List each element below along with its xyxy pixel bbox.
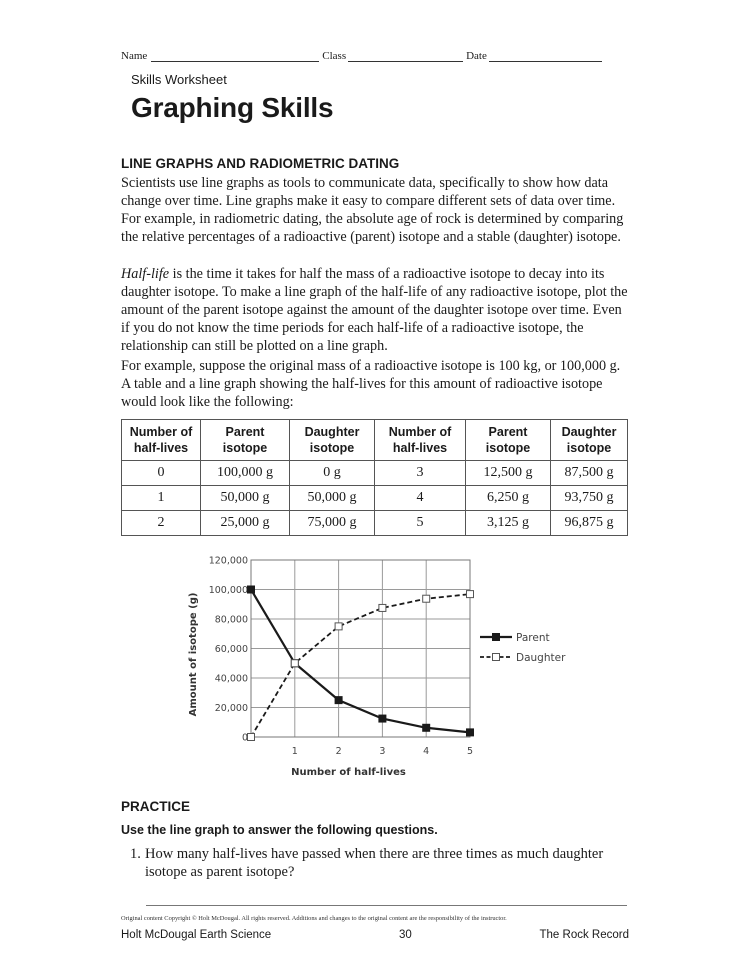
table-cell: 93,750 g [551, 486, 628, 511]
legend-marker-daughter [493, 654, 500, 661]
header-cell: Parent isotope [201, 420, 290, 461]
x-axis-label: Number of half-lives [291, 767, 406, 778]
half-life-definition: is the time it takes for half the mass of a radioactive isotope to decay into its daughter isotope. To make a line graph of the half-life of any radioactive isotope, plot the amount of the parent isotope against the amount of the daughter isotope over time. Even if you do not know the time periods for each half-life of a radioactive isotope, the relationship can still be plotted on a line graph. [121, 266, 628, 354]
x-tick-label: 2 [335, 746, 342, 757]
x-tick-label: 5 [466, 746, 474, 757]
data-point-parent [379, 715, 386, 722]
data-point-daughter [248, 734, 255, 741]
table-cell: 2 [122, 511, 201, 536]
table-cell: 50,000 g [201, 486, 290, 511]
date-blank[interactable] [489, 50, 602, 62]
table-row [122, 461, 628, 486]
y-tick-label: 80,000 [214, 614, 248, 626]
page-footer [121, 929, 629, 941]
question-item [130, 845, 635, 881]
y-tick-label: 20,000 [214, 703, 248, 714]
series-line-daughter [251, 594, 470, 737]
class-label: Class [322, 50, 347, 62]
table-cell: 96,875 g [551, 511, 628, 536]
footer-chapter-title: The Rock Record [539, 929, 629, 941]
data-point-daughter [423, 595, 430, 602]
date-label: Date [466, 50, 487, 62]
x-tick-label: 3 [379, 746, 386, 757]
data-point-parent [248, 586, 255, 593]
table-cell: 4 [375, 486, 466, 511]
data-point-daughter [291, 660, 298, 667]
table-cell: 12,500 g [466, 461, 551, 486]
footer-book-title: Holt McDougal Earth Science [121, 929, 272, 941]
name-label: Name [121, 50, 148, 62]
header-cell: Daughter isotope [551, 420, 628, 461]
y-axis-label: Amount of isotope (g) [188, 592, 199, 717]
data-point-parent [335, 697, 342, 704]
worksheet-kicker: Skills Worksheet [131, 72, 227, 87]
name-blank[interactable] [151, 50, 319, 62]
table-header-row [122, 420, 628, 461]
student-info-line [121, 50, 627, 62]
header-cell: Number of half-lives [122, 420, 201, 461]
header-cell: Number of half-lives [375, 420, 466, 461]
table-cell: 5 [375, 511, 466, 536]
section-heading: LINE GRAPHS AND RADIOMETRIC DATING [121, 156, 400, 171]
legend-label-daughter: Daughter [516, 652, 566, 664]
table-cell: 75,000 g [290, 511, 375, 536]
answer-line[interactable] [146, 905, 627, 906]
table-row [122, 511, 628, 536]
data-point-daughter [467, 591, 474, 598]
half-life-term: Half-life [121, 266, 170, 282]
y-tick-label: 120,000 [208, 555, 248, 567]
half-life-line-chart [180, 548, 600, 783]
x-tick-label: 4 [423, 746, 430, 757]
table-cell: 0 [122, 461, 201, 486]
intro-paragraph: Scientists use line graphs as tools to communicate data, specifically to show how data change over time. Line graphs make it easy to compare different sets of data over time. For example, in radiometric dating, the absolute age of rock is determined by comparing the relative percentages of a radioactive (parent) isotope and a stable (daughter) isotope. [121, 175, 624, 245]
x-tick-label: 1 [291, 746, 298, 757]
half-life-table [121, 419, 628, 536]
header-cell: Daughter isotope [290, 420, 375, 461]
class-blank[interactable] [348, 50, 463, 62]
series-line-parent [251, 590, 470, 733]
table-cell: 3,125 g [466, 511, 551, 536]
half-life-paragraph [121, 265, 631, 355]
y-tick-label: 100,000 [208, 585, 248, 596]
table-row [122, 486, 628, 511]
data-point-parent [467, 729, 474, 736]
page-title: Graphing Skills [131, 92, 334, 123]
copyright-notice: Original content Copyright © Holt McDougal. All rights reserved. Additions and changes to the original content are the responsibility of the instructor. [121, 915, 507, 922]
table-cell: 0 g [290, 461, 375, 486]
example-paragraph: For example, suppose the original mass of a radioactive isotope is 100 kg, or 100,000 g. A table and a line graph showing the half-lives for this amount of radioactive isotope would look like the following: [121, 358, 621, 410]
y-tick-label: 0 [241, 732, 248, 744]
table-cell: 25,000 g [201, 511, 290, 536]
data-point-daughter [335, 623, 342, 630]
header-cell: Parent isotope [466, 420, 551, 461]
practice-heading: PRACTICE [121, 799, 191, 814]
table-cell: 1 [122, 486, 201, 511]
table-cell: 3 [375, 461, 466, 486]
y-tick-label: 40,000 [214, 673, 248, 685]
table-cell: 6,250 g [466, 486, 551, 511]
page-number: 30 [398, 929, 412, 941]
data-point-daughter [379, 604, 386, 611]
y-tick-label: 60,000 [214, 644, 248, 655]
question-text: How many half-lives have passed when there are three times as much daughter isotope as parent isotope? [145, 846, 604, 880]
data-point-parent [423, 724, 430, 731]
legend-label-parent: Parent [516, 632, 550, 644]
table-cell: 50,000 g [290, 486, 375, 511]
table-cell: 100,000 g [201, 461, 290, 486]
table-cell: 87,500 g [551, 461, 628, 486]
question-number: 1. [130, 846, 141, 862]
legend-marker-parent [493, 634, 500, 641]
practice-instructions: Use the line graph to answer the following questions. [121, 823, 438, 837]
